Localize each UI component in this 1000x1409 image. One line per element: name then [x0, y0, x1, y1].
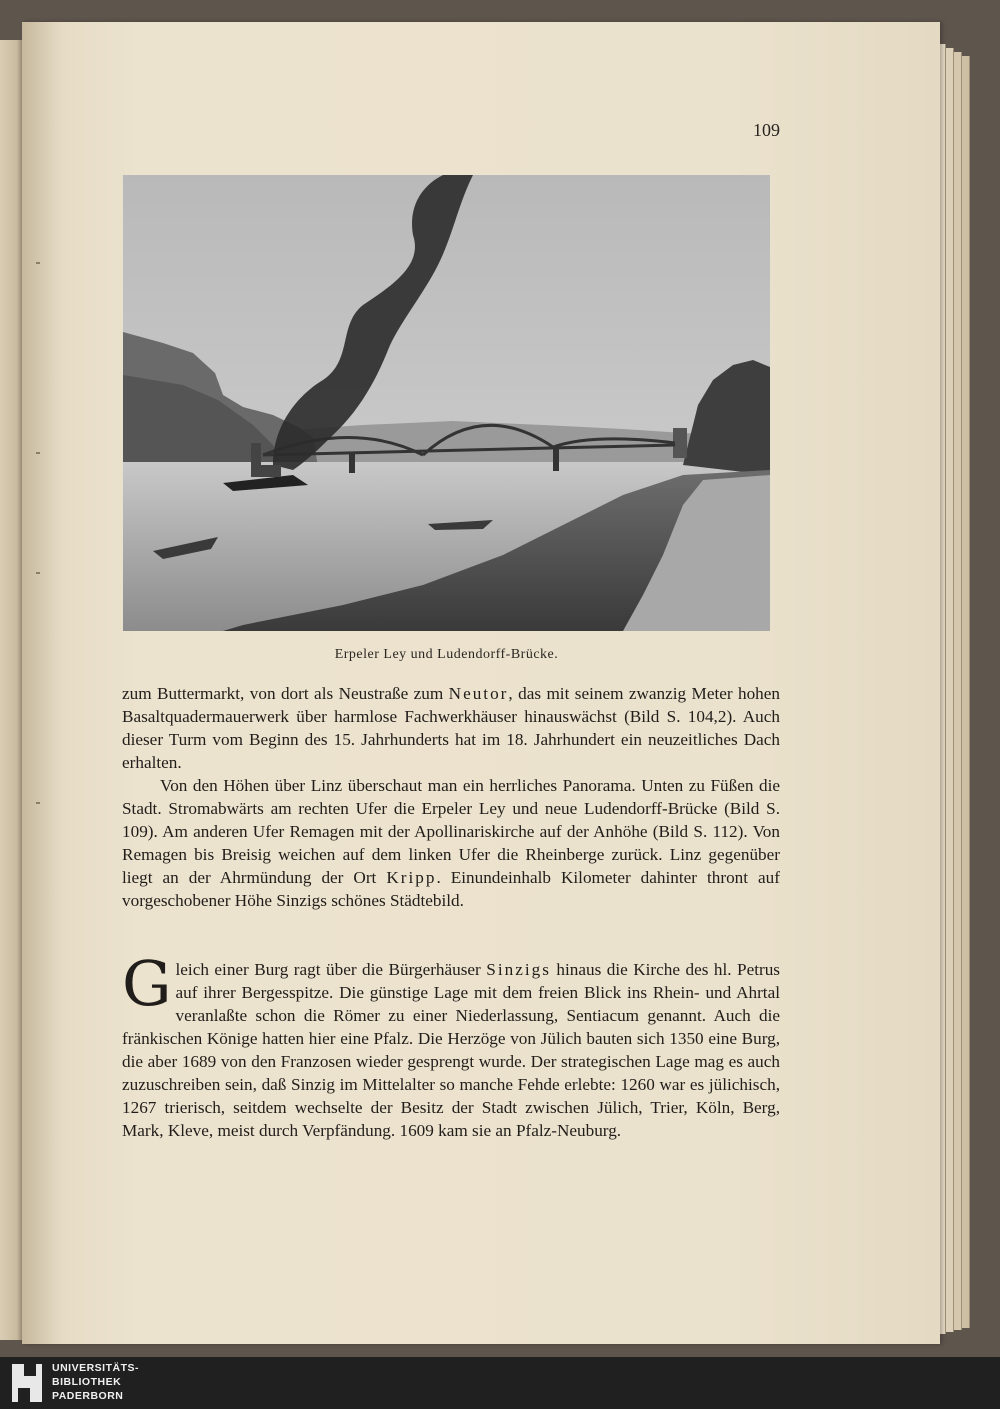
drop-cap: G — [122, 947, 172, 1020]
library-footer — [0, 1357, 1000, 1409]
paragraph: zum Buttermarkt, von dort als Neustraße zum Neutor, das mit seinem zwanzig Meter hohen Basaltquadermauerwerk über harmlose Fachwerkhäuser hinauswächst (Bild S. 104,2). Auch dieser Turm vom Beginn des 15. Jahrhunderts hat im 18. Jahrhundert ein neuzeitliches Dach erhalten. — [122, 684, 781, 772]
page-edge — [962, 56, 970, 1328]
figure-caption: Erpeler Ley und Ludendorff-Brücke. — [334, 647, 559, 662]
paragraph: Von den Höhen über Linz überschaut man ein herrliches Panorama. Unten zu Füßen die Stadt. Stromabwärts am rechten Ufer die Erpeler Ley und neue Ludendorff-Brücke (Bild S. 109). Am anderen Ufer Remagen mit der Apollinariskirche auf der Anhöhe (Bild S. 112). Von Remagen bis Breisig weichen auf dem linken Ufer die Rheinberge zurück. Linz gegenüber liegt an der Ahrmündung der Ort Kripp. Einundeinhalb Kilometer dahinter thront auf vorgeschobener Höhe Sinzigs schönes Städtebild. — [122, 776, 780, 910]
binding-stitches — [36, 242, 42, 942]
bridge-photograph — [123, 175, 770, 631]
paragraph: Gleich einer Burg ragt über die Bürgerhäuser Sinzigs hinaus die Kirche des hl. Petrus auf ihrer Bergesspitze. Die günstige Lage mit dem freien Blick ins Rhein- und Ahrtal veranlaßte schon die Römer zu einer Niederlassung, Sentiacum genannt. Auch die fränkischen Könige hatten hier eine Pfalz. Die Herzöge von Jülich bauten sich 1350 eine Burg, die aber 1689 von den Franzosen wieder gesprengt wurde. Der strategischen Lage mag es auch zuzuschreiben sein, daß Sinzig im Mittelalter so manche Fehde erlebte: 1260 war es jülichisch, 1267 trierisch, seitdem wechselte der Besitz der Stadt zwischen Jülich, Trier, Köln, Berg, Mark, Kleve, meist durch Verpfändung. 1609 kam sie an Pfalz-Neuburg. — [122, 947, 780, 1140]
library-logo-icon — [6, 1360, 46, 1406]
page-edge — [946, 48, 954, 1332]
library-name: UNIVERSITÄTS- BIBLIOTHEK PADERBORN — [52, 1362, 140, 1402]
page-edge — [954, 52, 962, 1330]
facing-page-edge — [0, 40, 24, 1340]
page-number: 109 — [753, 120, 780, 140]
